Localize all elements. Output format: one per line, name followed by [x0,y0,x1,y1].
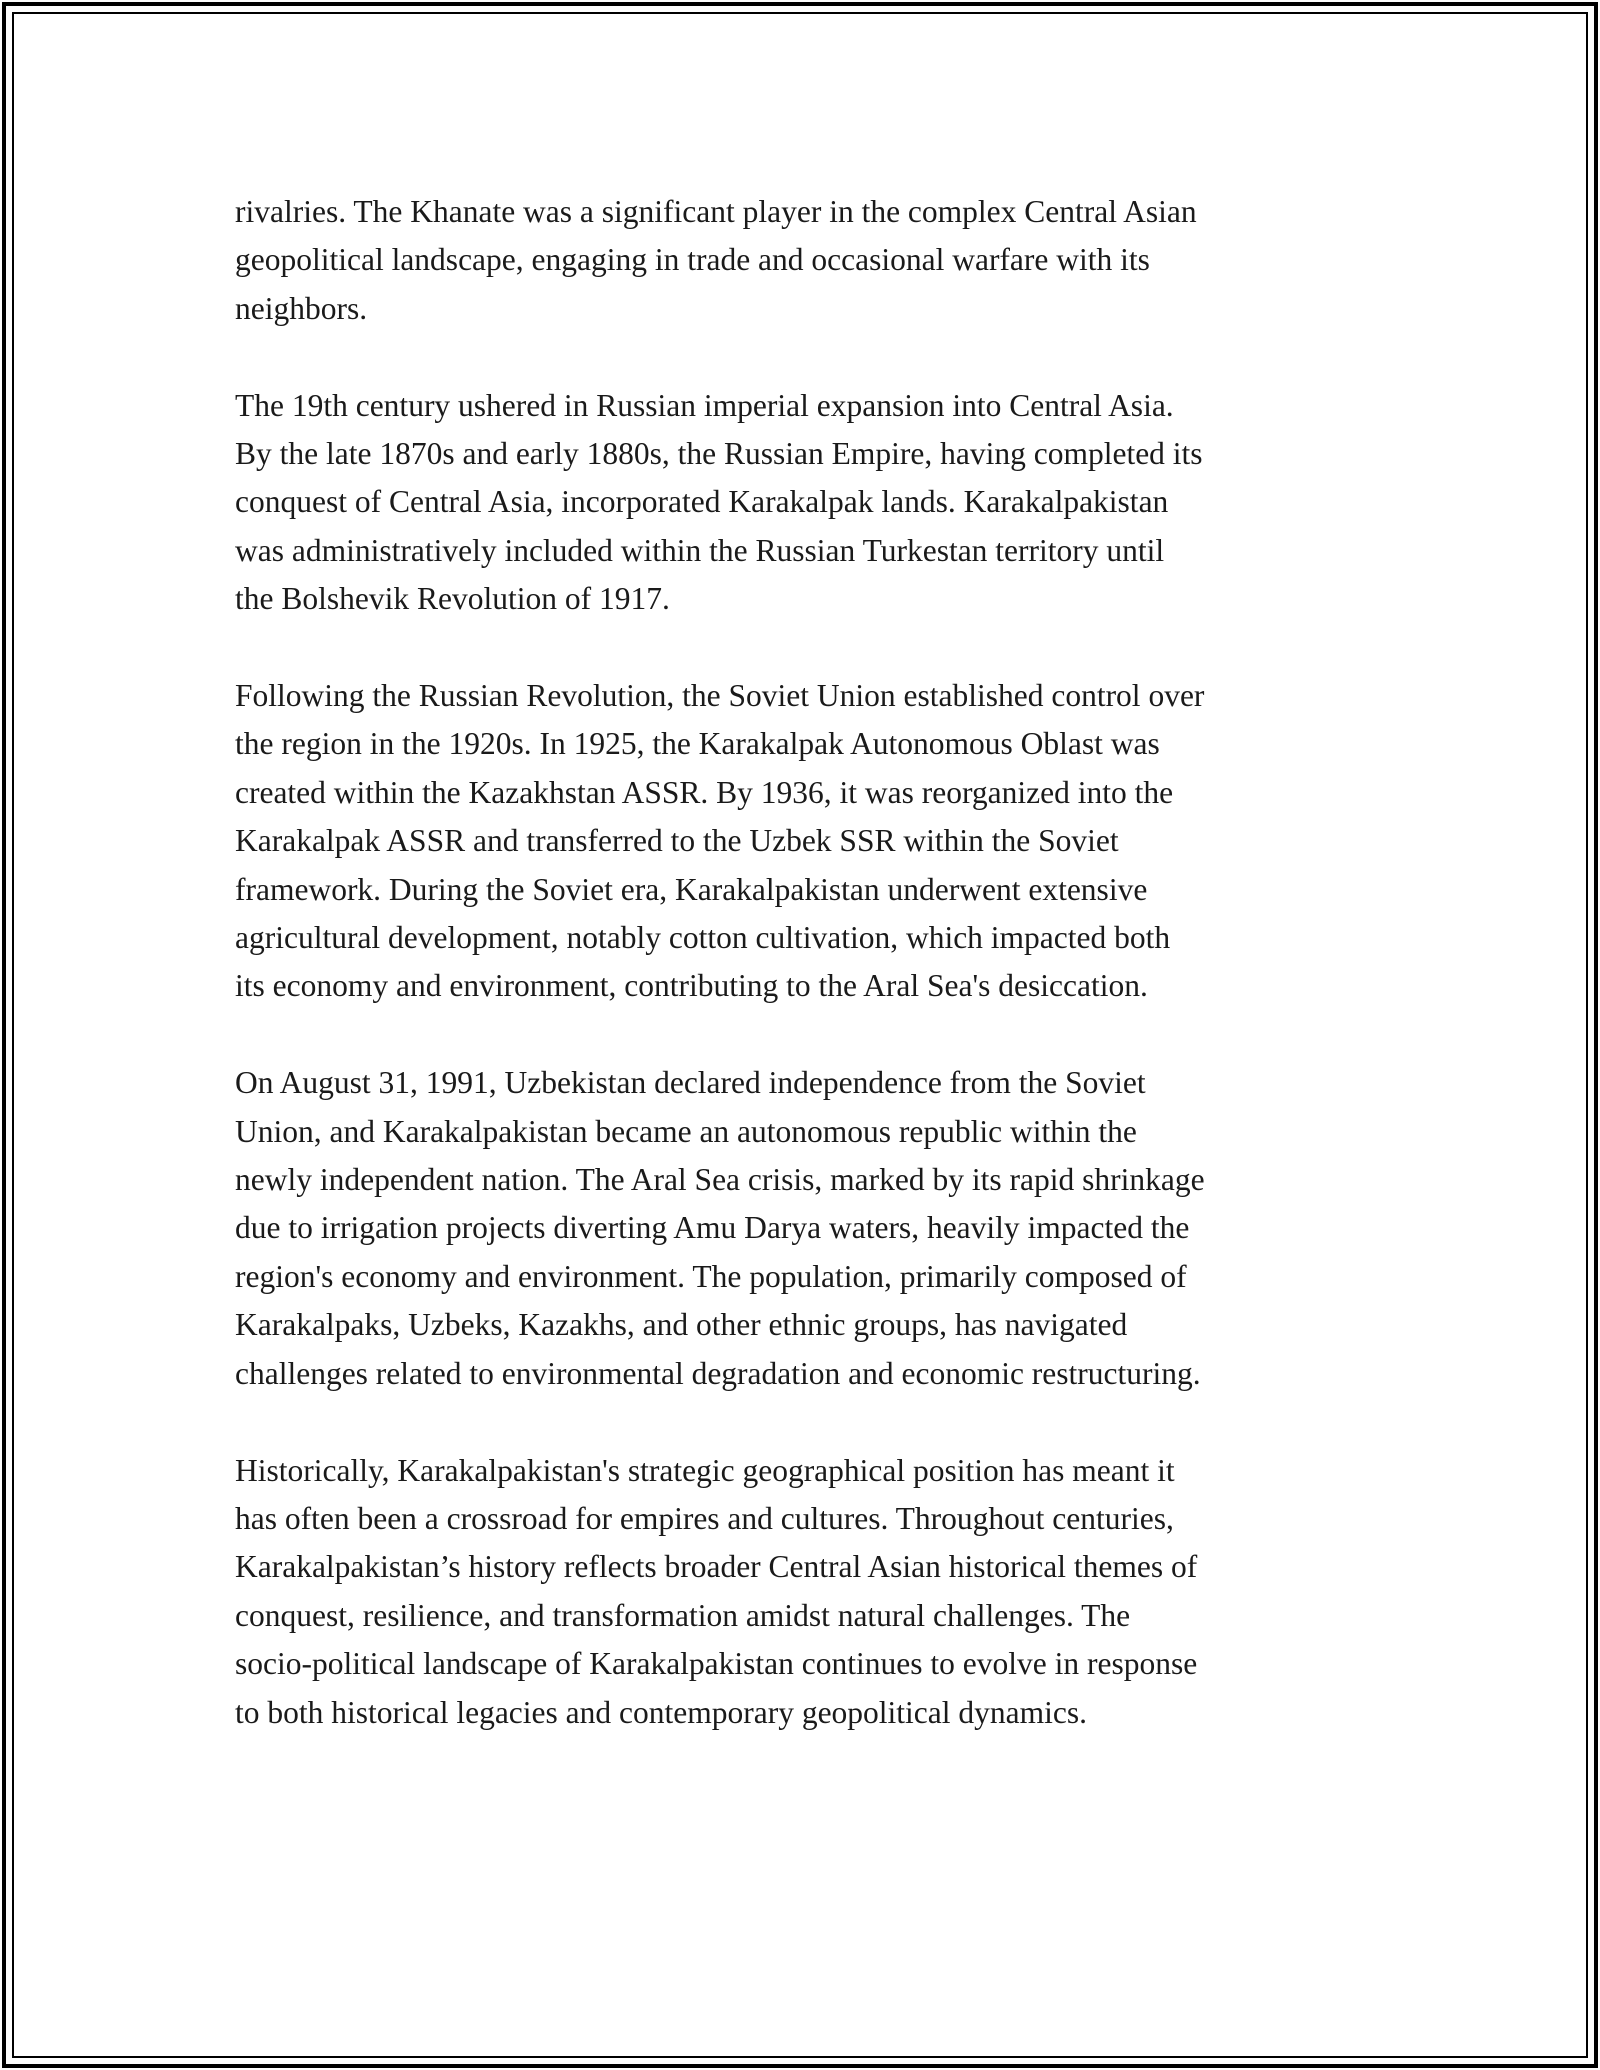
paragraph [235,1447,1375,1737]
text-line: newly independent nation. The Aral Sea crisis, marked by its rapid shrinkage [235,1162,1205,1198]
paragraph [235,382,1375,624]
text-line: due to irrigation projects diverting Amu Darya waters, heavily impacted the [235,1210,1190,1246]
text-line: Union, and Karakalpakistan became an autonomous republic within the [235,1113,1137,1149]
text-line: has often been a crossroad for empires and cultures. Throughout centuries, [235,1500,1174,1536]
text-line: Karakalpakistan’s history reflects broader Central Asian historical themes of [235,1549,1198,1585]
text-line: framework. During the Soviet era, Karakalpakistan underwent extensive [235,871,1148,907]
text-line: conquest, resilience, and transformation amidst natural challenges. The [235,1597,1131,1633]
text-line: Historically, Karakalpakistan's strategic geographical position has meant it [235,1452,1175,1488]
paragraph [235,672,1375,1011]
text-line: created within the Kazakhstan ASSR. By 1936, it was reorganized into the [235,774,1174,810]
text-line: rivalries. The Khanate was a significant player in the complex Central Asian [235,194,1197,229]
text-line: the region in the 1920s. In 1925, the Karakalpak Autonomous Oblast was [235,726,1160,762]
text-line: conquest of Central Asia, incorporated Karakalpak lands. Karakalpakistan [235,484,1169,520]
text-line: Karakalpak ASSR and transferred to the Uzbek SSR within the Soviet [235,823,1119,859]
text-line: to both historical legacies and contemporary geopolitical dynamics. [235,1694,1087,1730]
text-line: region's economy and environment. The population, primarily composed of [235,1258,1187,1294]
text-line: the Bolshevik Revolution of 1917. [235,581,670,617]
text-line: was administratively included within the Russian Turkestan territory until [235,532,1165,568]
text-line: geopolitical landscape, engaging in trade and occasional warfare with its [235,242,1150,278]
text-line: On August 31, 1991, Uzbekistan declared independence from the Soviet [235,1065,1146,1101]
paragraph [235,1059,1375,1398]
text-line: neighbors. [235,290,368,326]
text-line: agricultural development, notably cotton cultivation, which impacted both [235,920,1171,956]
text-line: Karakalpaks, Uzbeks, Kazakhs, and other ethnic groups, has navigated [235,1307,1128,1343]
text-line: By the late 1870s and early 1880s, the Russian Empire, having completed its [235,436,1203,472]
text-line: its economy and environment, contributing to the Aral Sea's desiccation. [235,968,1148,1004]
text-line: challenges related to environmental degradation and economic restructuring. [235,1355,1201,1391]
text-line: Following the Russian Revolution, the Soviet Union established control over [235,678,1205,714]
document-body [235,188,1375,1785]
text-line: The 19th century ushered in Russian imperial expansion into Central Asia. [235,387,1174,423]
text-line: socio-political landscape of Karakalpakistan continues to evolve in response [235,1646,1198,1682]
paragraph [235,188,1375,333]
